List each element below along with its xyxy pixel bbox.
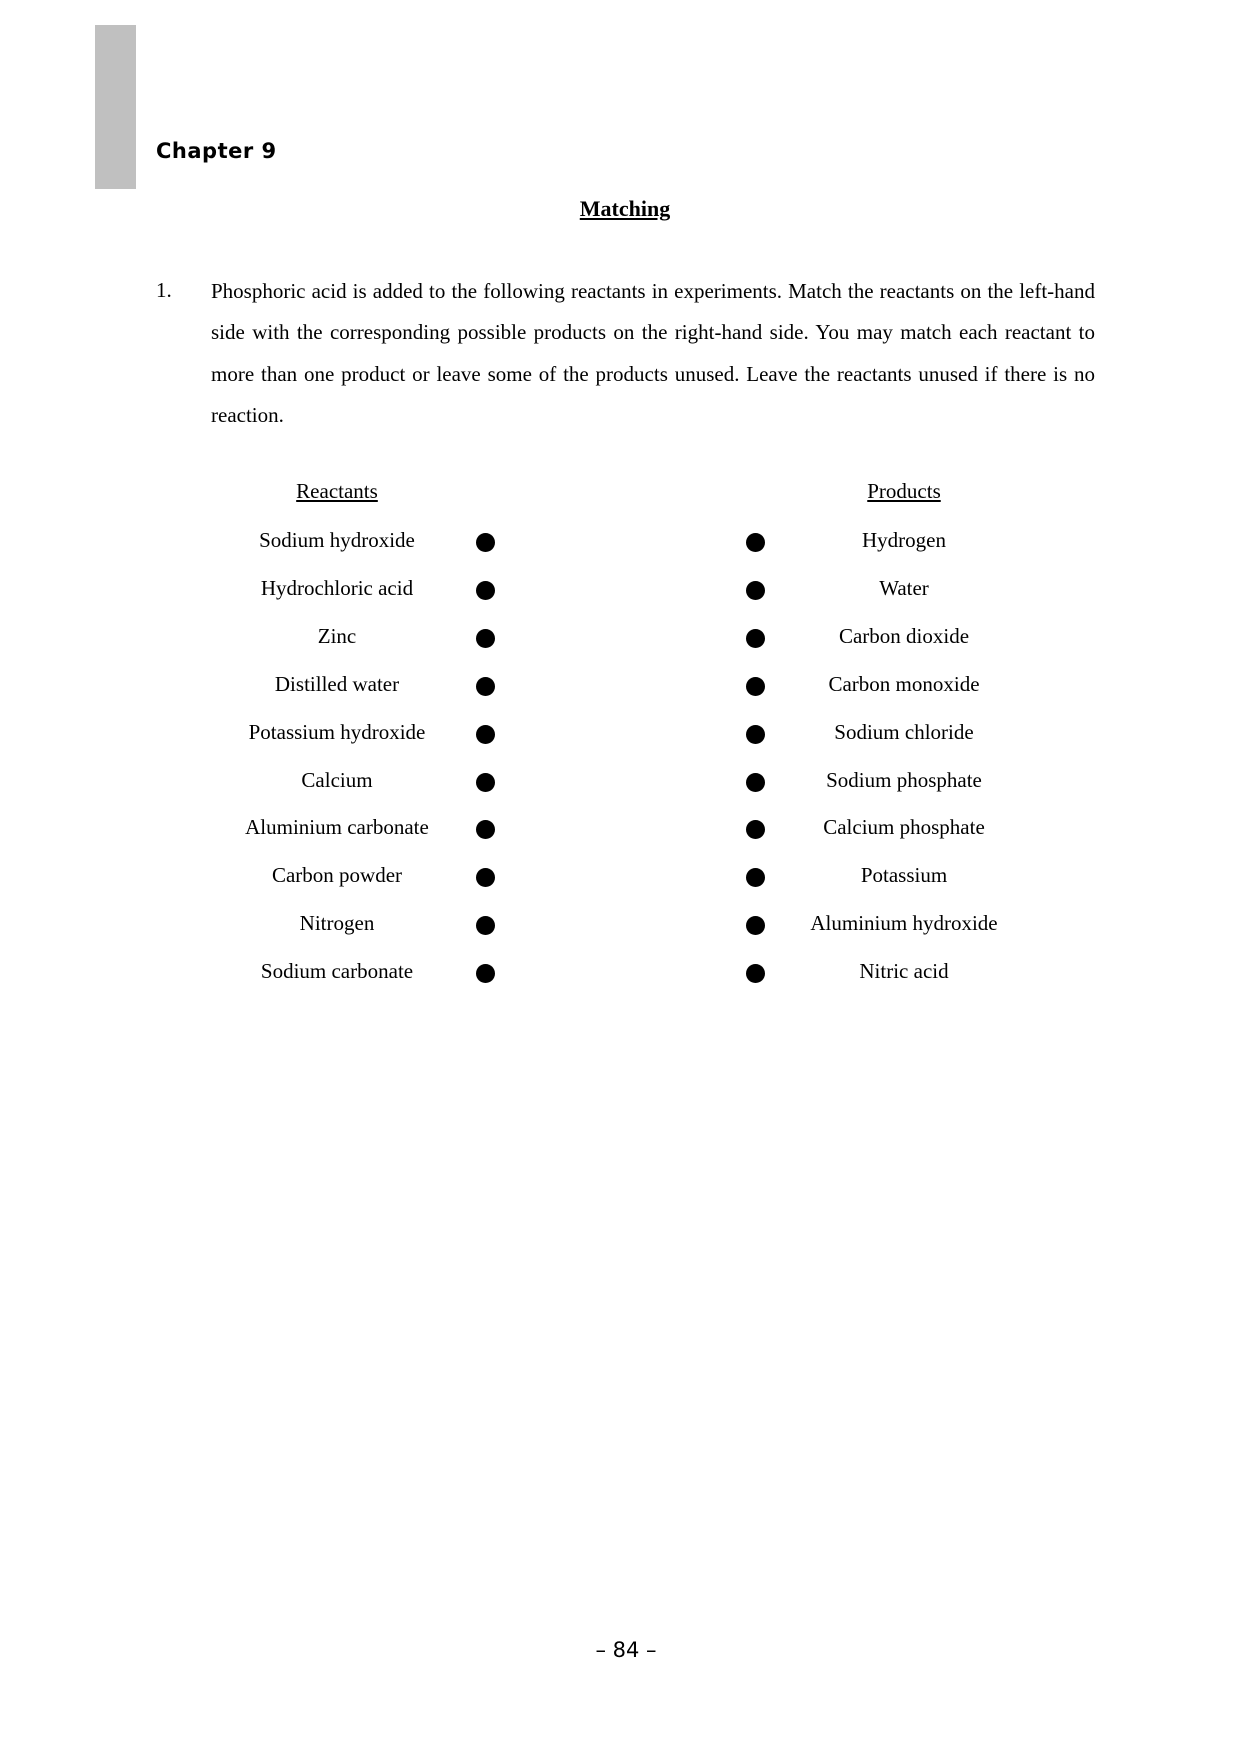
reactant-item: Distilled water <box>274 671 400 696</box>
product-item: Sodium phosphate <box>826 767 982 792</box>
reactant-match-dot[interactable] <box>476 820 495 839</box>
product-item: Nitric acid <box>859 959 949 984</box>
reactant-item: Calcium <box>301 767 373 792</box>
reactant-match-dot[interactable] <box>476 773 495 792</box>
chapter-tab-bar <box>95 25 136 189</box>
reactant-match-dot[interactable] <box>476 533 495 552</box>
product-item: Sodium chloride <box>834 719 974 744</box>
reactant-item: Carbon powder <box>271 863 403 888</box>
reactant-item: Nitrogen <box>299 911 375 936</box>
question-number: 1. <box>156 278 172 302</box>
product-item: Hydrogen <box>862 528 946 552</box>
reactant-item: Sodium hydroxide <box>259 528 415 552</box>
reactant-match-dot[interactable] <box>476 868 495 887</box>
product-item: Carbon monoxide <box>828 671 980 696</box>
reactant-item: Hydrochloric acid <box>260 575 414 600</box>
reactant-match-dot[interactable] <box>476 629 495 648</box>
reactant-item: Aluminium carbonate <box>245 815 429 840</box>
reactant-item: Zinc <box>317 623 357 648</box>
product-item: Calcium phosphate <box>823 815 985 840</box>
question-text: Phosphoric acid is added to the following reactants in experiments. Match the reactants on the left-hand side with the corresponding possible products on the right-hand side. You may match each reactant to more than one product or leave some of the products unused. Leave the reactants unused if there is no reaction. <box>211 279 1095 427</box>
product-item: Carbon dioxide <box>838 623 970 648</box>
product-item: Potassium <box>860 863 948 888</box>
reactant-match-dot[interactable] <box>476 725 495 744</box>
chapter-label: Chapter 9 <box>156 139 277 163</box>
reactant-match-dot[interactable] <box>476 581 495 600</box>
reactant-item: Potassium hydroxide <box>248 719 426 744</box>
product-item: Aluminium hydroxide <box>810 911 998 936</box>
reactants-heading: Reactants <box>296 479 378 503</box>
reactant-match-dot[interactable] <box>476 916 495 935</box>
reactant-match-dot[interactable] <box>476 964 495 983</box>
section-title: Matching <box>579 196 671 221</box>
page-number: – 84 – <box>595 1638 657 1662</box>
reactant-item: Sodium carbonate <box>260 959 414 984</box>
product-item: Water <box>879 575 929 600</box>
reactant-match-dot[interactable] <box>476 677 495 696</box>
products-heading: Products <box>867 479 941 503</box>
